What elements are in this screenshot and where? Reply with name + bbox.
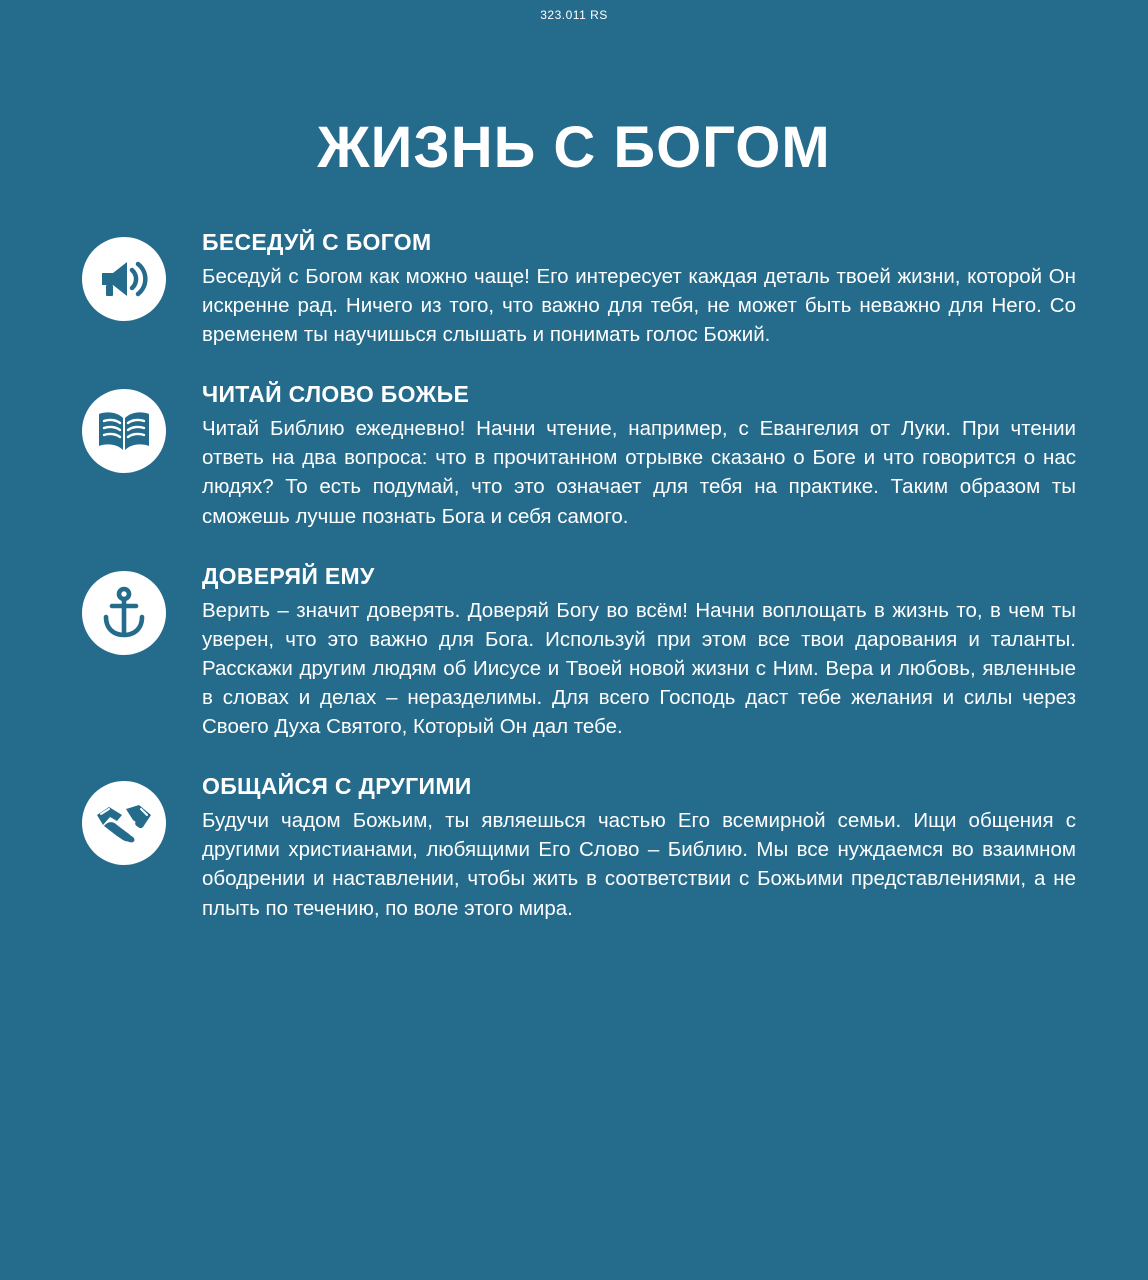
- handshake-icon: [82, 781, 166, 865]
- megaphone-icon-wrap: [74, 229, 174, 329]
- section-text: Верить – значит доверять. Доверяй Богу во всём! Начни воплощать в жизнь то, в чем ты уверен, что это важно для Бога. Используй при этом все твои дарования и таланты. Расскажи другим людям об Иисусе и Твоей новой жизни с Ним. Вера и любовь, явленные в словах и делах – неразделимы. Для всего Господь даст тебе желания и силы через Своего Духа Святого, Который Он дал тебе.: [202, 598, 1076, 739]
- section-heading: ОБЩАЙСЯ С ДРУГИМИ: [202, 773, 472, 800]
- section-trust-him: [74, 561, 1076, 742]
- section-heading: БЕСЕДУЙ С БОГОМ: [202, 228, 432, 255]
- section-text: Будучи чадом Божьим, ты являешься частью Его всемирной семьи. Ищи общения с другими христианами, любящими Его Слово – Библию. Мы все нуждаемся во взаимном ободрении и наставлении, чтобы жить в соответствии с Божьими представлениями, а не плыть по течению, по воле этого мира.: [202, 809, 1076, 920]
- handshake-icon-wrap: [74, 773, 174, 873]
- section-heading: ЧИТАЙ СЛОВО БОЖЬЕ: [202, 381, 470, 408]
- megaphone-icon: [82, 237, 166, 321]
- section-body: [202, 379, 1076, 530]
- section-body: [202, 561, 1076, 742]
- open-book-icon: [82, 389, 166, 473]
- section-fellowship-with-others: [74, 771, 1076, 922]
- section-text: Беседуй с Богом как можно чаще! Его интересует каждая деталь твоей жизни, которой Он искренне рад. Ничего из того, что важно для тебя, не может быть неважно для Него. Со временем ты научишься слышать и понимать голос Божий.: [202, 264, 1076, 347]
- anchor-icon-wrap: [74, 563, 174, 663]
- section-body: [202, 227, 1076, 349]
- anchor-icon: [82, 571, 166, 655]
- open-book-icon-wrap: [74, 381, 174, 481]
- section-body: [202, 771, 1076, 922]
- section-talk-with-god: [74, 227, 1076, 349]
- section-heading: ДОВЕРЯЙ ЕМУ: [202, 562, 375, 589]
- section-read-the-word: [74, 379, 1076, 530]
- sections-list: [0, 227, 1148, 923]
- page-title: ЖИЗНЬ С БОГОМ: [317, 115, 831, 180]
- document-code: 323.011 RS: [540, 8, 608, 22]
- section-text: Читай Библию ежедневно! Начни чтение, например, с Евангелия от Луки. При чтении ответь на два вопроса: что в прочитанном отрывке сказано о Боге и что говорится о нас людях? То есть подумай, что это означает для тебя на практике. Таким образом ты сможешь лучше познать Бога и себя самого.: [202, 417, 1076, 528]
